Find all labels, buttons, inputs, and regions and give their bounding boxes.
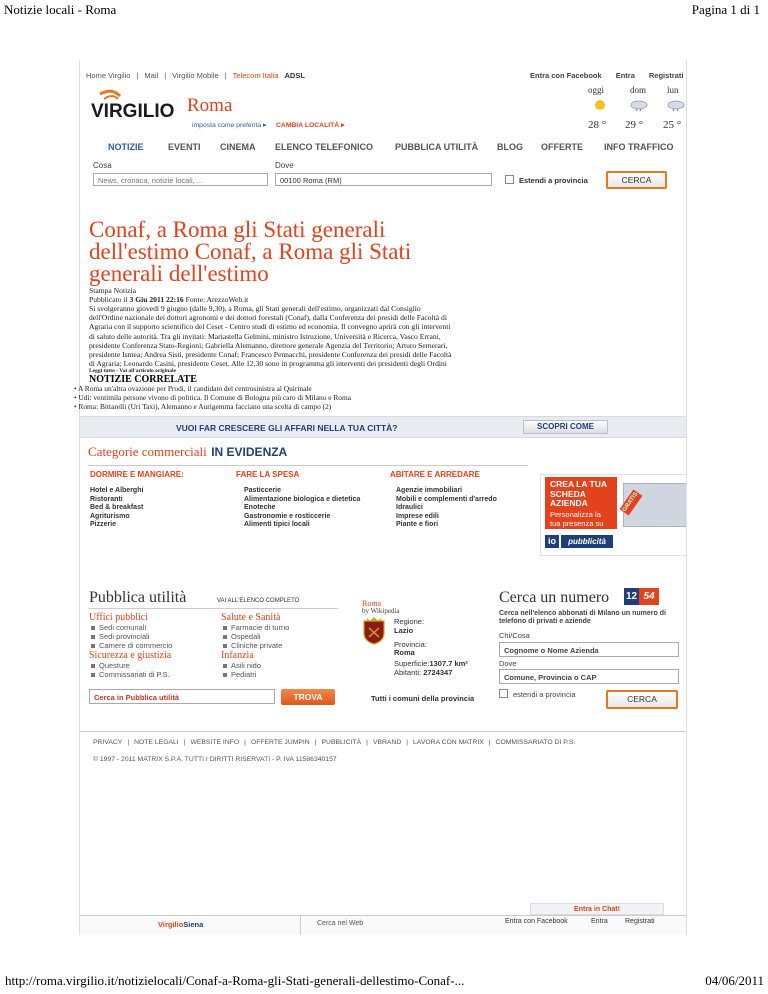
cosa-input[interactable]: News, cronaca, notizie locali, ... — [93, 173, 268, 186]
read-more-link[interactable]: Leggi tutto - Vai all'articolo originale — [89, 368, 176, 374]
list-item[interactable]: Ristoranti — [90, 495, 123, 503]
list-item[interactable]: Mobili e complementi d'arredo — [396, 495, 497, 503]
uffici-list — [91, 624, 172, 650]
sun-icon — [594, 98, 606, 116]
wiki-city-link[interactable]: Roma — [362, 599, 382, 608]
list-item[interactable]: • Udi: ventimila persone vivono di politica. Il Comune di Bologna più caro di Milano e Roma — [74, 393, 352, 402]
bottom-registrati-link[interactable]: Registrati — [625, 918, 655, 925]
1254-logo: 12 54 — [624, 588, 659, 605]
dove-numero-input[interactable]: Comune, Provincia o CAP — [499, 669, 679, 684]
dove-input[interactable]: 00100 Roma (RM) — [275, 173, 492, 186]
list-item[interactable]: Asili nido — [223, 662, 261, 671]
sicurezza-list — [91, 662, 170, 680]
category-heading-dormire[interactable]: DORMIRE E MANGIARE: — [90, 470, 184, 479]
nav-tab-elenco-telefonico[interactable]: ELENCO TELEFONICO — [275, 142, 374, 152]
list-item[interactable]: Questure — [91, 662, 170, 671]
superficie: Superficie:1307.7 km² — [394, 659, 468, 668]
estendi-provincia-checkbox[interactable] — [505, 175, 514, 184]
list-item[interactable]: Bed & breakfast — [90, 504, 144, 512]
nav-tab-cinema[interactable]: CINEMA — [220, 142, 256, 152]
pubblicita-link[interactable]: PUBBLICITÀ — [321, 739, 362, 746]
cosa-label: Cosa — [93, 161, 112, 170]
categories-title: Categorie commerciali IN EVIDENZA — [88, 444, 288, 459]
category-heading-spesa[interactable]: FARE LA SPESA — [236, 470, 300, 479]
list-item[interactable]: Enoteche — [244, 504, 276, 512]
bottom-facebook-link[interactable]: Entra con Facebook — [505, 918, 568, 925]
nav-tab-blog[interactable]: BLOG — [497, 142, 523, 152]
print-header-title: Notizie locali - Roma — [4, 2, 117, 17]
list-item[interactable]: Agriturismo — [90, 512, 130, 520]
elenco-completo-link[interactable]: VAI ALL'ELENCO COMPLETO — [217, 598, 300, 604]
estendi-provincia-label: Estendi a provincia — [519, 176, 588, 185]
numero-cerca-button[interactable]: CERCA — [606, 690, 678, 709]
regione-label: Regione: — [394, 617, 425, 626]
divider — [80, 731, 686, 732]
dove-label: Dove — [275, 161, 294, 170]
category-list-spesa — [244, 487, 360, 530]
wiki-source: by Wikipedia — [362, 607, 400, 615]
weather-widget — [585, 85, 685, 135]
list-item[interactable]: Agenzie immobiliari — [396, 487, 463, 494]
copyright: © 1997 - 2011 MATRIX S.P.A. TUTTI I DIRITTI RISERVATI - P. IVA 11586340157 — [93, 756, 337, 763]
nav-tab-pubblica-utilita[interactable]: PUBBLICA UTILITÀ — [395, 142, 479, 152]
salute-list — [223, 624, 289, 650]
list-item[interactable]: Farmacie di turno — [223, 624, 289, 633]
list-item[interactable]: Imprese edili — [396, 512, 439, 520]
home-virgilio-link[interactable]: Home Virgilio — [86, 71, 131, 80]
bottom-entra-link[interactable]: Entra — [591, 918, 608, 925]
city-name: Roma — [187, 95, 233, 116]
facebook-login-link[interactable]: Entra con Facebook — [530, 71, 602, 80]
chi-cosa-label: Chi/Cosa — [499, 631, 530, 640]
article-title: Conaf, a Roma gli Stati generali dell'estimo Conaf, a Roma gli Stati generali dell'estimo — [89, 217, 412, 286]
dove-numero-label: Dove — [499, 659, 517, 668]
numero-estendi-label: estendi a provincia — [513, 690, 576, 699]
pubblica-utilita-search-input[interactable]: Cerca in Pubblica utilità — [89, 689, 275, 704]
roma-coat-of-arms-icon — [362, 617, 386, 645]
list-item[interactable]: Pizzerie — [90, 521, 117, 529]
weather-temp-3: 25 ° — [663, 119, 682, 131]
entra-link[interactable]: Entra — [615, 71, 635, 80]
change-location-link[interactable]: CAMBIA LOCALITÀ ▸ — [276, 122, 345, 129]
set-preferred-link[interactable]: imposta come preferita ▸ — [192, 122, 267, 129]
list-item[interactable]: Hotel e Alberghi — [90, 487, 144, 494]
print-footer-url: http://roma.virgilio.it/notizielocali/Conaf-a-Roma-gli-Stati-generali-dellestimo-Conaf-... — [5, 973, 465, 988]
adsl-link[interactable]: ADSL — [284, 71, 305, 80]
mail-link[interactable]: Mail — [144, 71, 159, 80]
article-meta: Pubblicato il 3 Giu 2011 22:16 Fonte: ArezzoWeb.it — [89, 295, 249, 304]
divider — [89, 608, 338, 609]
promo-text: VUOI FAR CRESCERE GLI AFFARI NELLA TUA CITTÀ? — [176, 423, 398, 433]
list-item[interactable]: • A Roma un'altra ovazione per Prodi, il candidato del centrosinistra al Quirinale — [74, 384, 312, 393]
list-item[interactable]: • Roma: Bittarelli (Uri Taxi), Alemanno e Aurigemma facciano una scelta di campo (2) — [74, 402, 332, 411]
list-item[interactable]: Ospedali — [223, 633, 289, 642]
salute-heading: Salute e Sanità — [221, 612, 281, 623]
list-item[interactable]: Gastronomie e rosticcerie — [244, 512, 331, 520]
login-links — [530, 71, 683, 80]
vbrand-link[interactable]: VBRAND — [372, 739, 402, 746]
list-item[interactable]: Piante e fiori — [396, 521, 439, 529]
stampa-notizia-link[interactable]: Stampa Notizia — [89, 286, 137, 295]
list-item[interactable]: Pasticcerie — [244, 487, 281, 494]
lavora-con-matrix-link[interactable]: LAVORA CON MATRIX — [413, 739, 484, 746]
pubblicita-logo: pubblicità — [561, 535, 613, 548]
note-legali-link[interactable]: NOTE LEGALI — [134, 739, 179, 746]
list-item[interactable]: Alimentazione biologica e dietetica — [244, 495, 361, 503]
category-heading-abitare[interactable]: ABITARE E ARREDARE — [390, 470, 480, 479]
nav-tab-info-traffico[interactable]: INFO TRAFFICO — [604, 142, 674, 152]
divider — [300, 916, 301, 935]
abitanti: Abitanti: 2724347 — [394, 668, 453, 677]
telecom-italia-link[interactable]: Telecom Italia — [232, 71, 279, 80]
article-body: Si svolgeranno giovedì 9 giugno (dalle 9,30), a Roma, gli Stati generali dell'estimo, organizzati dal Consiglio dell'Ordine nazionale dei dottori agronomi e dei dottori forestali (Conaf), dalla Conferenza dei presidi delle Facoltà di Agraria con il supporto scientifico del Ceset - Centro studi di estimo ed economia. Il convegno aprirà con gli interventi di saluto delle autorità. Tra gli invitati: Mariastella Gelmini, ministro Istruzione, Università e Ricerca, Vasco Errani, presidente Conferenza Stato-Regioni; Gabriella Alemanno, direttore generale Agenzia del Territorio; Arturo Semerari, presidente Ismea; Andrea Sisti, presidente Conaf; Francesco Pennacchi, presidente Conferenza dei presidi delle Facoltà di Agraria; Leonardo Casini, presidente Ceset. Alle 12,30 sono in programma gli interventi dei presidenti degli Ordini — [89, 304, 452, 369]
infanzia-list — [223, 662, 261, 680]
list-item[interactable]: Sedi provinciali — [91, 633, 172, 642]
cerca-numero-title: Cerca un numero — [499, 589, 610, 606]
uffici-pubblici-heading: Uffici pubblici — [89, 612, 148, 623]
virgilio-logo-text: VIRGILIO — [91, 101, 175, 122]
list-item[interactable]: Idraulici — [396, 504, 423, 512]
web-search-input[interactable]: Cerca nel Web — [317, 920, 364, 927]
provincia-value: Roma — [394, 648, 415, 657]
search-cerca-button[interactable]: CERCA — [606, 171, 667, 189]
cloud-rain-icon — [667, 98, 685, 116]
trova-button[interactable]: TROVA — [281, 689, 335, 705]
virgilio-siena-logo[interactable]: VirgilioSiena — [158, 920, 204, 929]
tutti-comuni-link[interactable]: Tutti i comuni della provincia — [371, 694, 475, 703]
weather-day-3: lun — [667, 85, 679, 95]
registrati-link[interactable]: Registrati — [648, 71, 684, 80]
nav-tab-offerte[interactable]: OFFERTE — [541, 142, 583, 152]
list-item[interactable]: Cliniche private — [223, 642, 289, 651]
weather-temp-1: 28 ° — [588, 119, 607, 131]
category-list-dormire — [90, 487, 143, 530]
io-pubblicita-ad[interactable] — [540, 474, 687, 556]
sicurezza-heading: Sicurezza e giustizia — [89, 650, 172, 661]
nav-tab-eventi[interactable]: EVENTI — [168, 142, 201, 152]
weather-temp-2: 29 ° — [625, 119, 644, 131]
list-item[interactable]: Alimenti tipici locali — [244, 521, 310, 529]
privacy-link[interactable]: PRIVACY — [93, 739, 123, 746]
divider — [88, 465, 528, 466]
gratis-badge: GRATIS — [620, 490, 643, 516]
scopri-come-button[interactable]: SCOPRI COME — [523, 420, 608, 434]
io-logo: io — [545, 535, 559, 548]
numero-estendi-checkbox[interactable] — [499, 689, 508, 698]
list-item[interactable]: Commissariati di P.S. — [91, 671, 170, 680]
virgilio-mobile-link[interactable]: Virgilio Mobile — [172, 71, 219, 80]
related-news-list — [74, 384, 351, 411]
nav-tab-notizie[interactable]: NOTIZIE — [108, 142, 144, 152]
provincia-label: Provincia: — [394, 640, 427, 649]
top-nav: Home Virgilio | Mail | Virgilio Mobile | Telecom Italia ADSL — [86, 71, 305, 80]
list-item[interactable]: Sedi comunali — [91, 624, 172, 633]
weather-day-2: dom — [630, 85, 647, 95]
pubblica-utilita-title: Pubblica utilità — [89, 589, 187, 606]
category-list-abitare — [396, 487, 497, 530]
list-item[interactable]: Pediatri — [223, 671, 261, 680]
related-news-heading: NOTIZIE CORRELATE — [89, 374, 197, 385]
infanzia-heading: Infanzia — [221, 650, 254, 661]
virgilio-logo[interactable] — [90, 88, 185, 122]
footer-links: PRIVACY | NOTE LEGALI | WEBSITE INFO | OFFERTE JUMPIN | PUBBLICITÀ | VBRAND | LAVORA CON MATRIX | COMMISSARIATO DI P.S. — [93, 739, 576, 746]
print-header-page: Pagina 1 di 1 — [691, 2, 760, 17]
chat-button[interactable]: Entra in Chat! — [530, 903, 664, 915]
print-footer-date: 04/06/2011 — [705, 973, 764, 988]
cerca-numero-description: Cerca nell'elenco abbonati di Milano un numero di telefono di privati e aziende — [499, 610, 666, 625]
ad-headline: CREA LA TUA SCHEDA AZIENDA Personalizza la tua presenza su — [545, 477, 617, 529]
list-item[interactable]: Camere di commercio — [91, 642, 172, 651]
website-info-link[interactable]: WEBSITE INFO — [190, 739, 240, 746]
chi-cosa-input[interactable]: Cognome o Nome Azienda — [499, 642, 679, 657]
offerte-jumpin-link[interactable]: OFFERTE JUMPIN — [250, 739, 310, 746]
weather-day-1: oggi — [588, 85, 605, 95]
cloud-rain-icon — [630, 98, 648, 116]
commissariato-link[interactable]: COMMISSARIATO DI P.S. — [495, 739, 576, 746]
regione-value: Lazio — [394, 626, 414, 635]
